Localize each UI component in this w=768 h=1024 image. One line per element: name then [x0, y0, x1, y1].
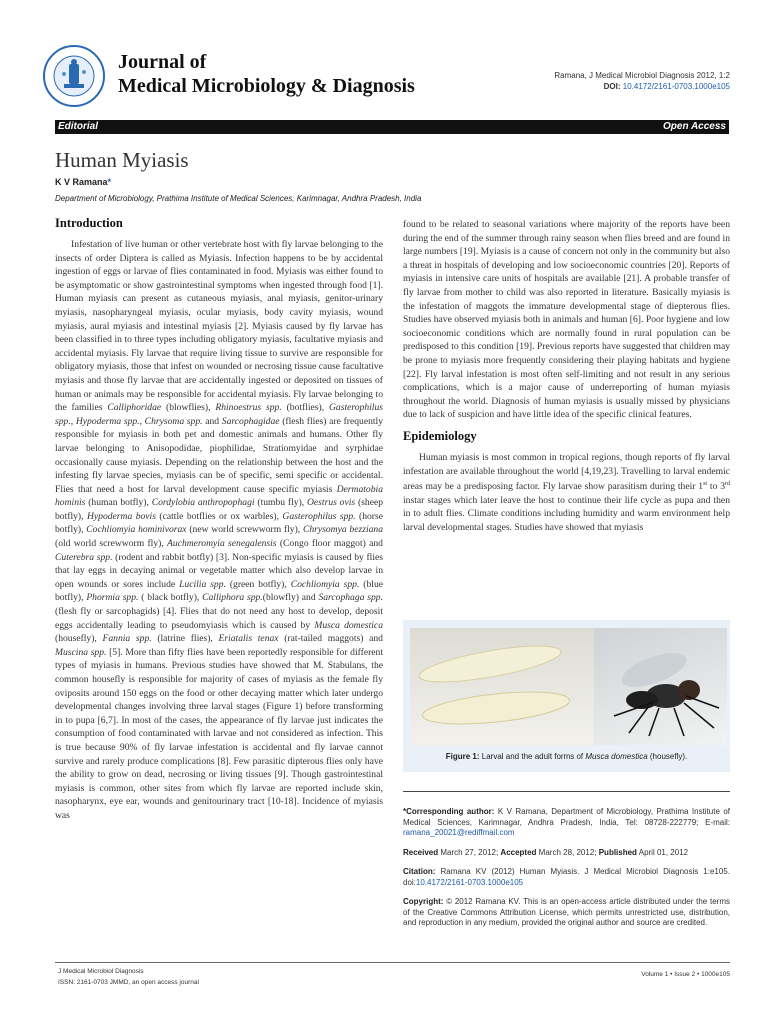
author-name: K V Ramana [55, 177, 108, 187]
caption-species: Musca domestica [585, 752, 648, 761]
citation-block [403, 867, 730, 888]
affiliation: Department of Microbiology, Prathima Institute of Medical Sciences, Karimnagar, Andhra Pradesh, India [55, 194, 422, 203]
footer-journal: J Medical Microbiol Diagnosis [58, 968, 144, 975]
right-column [403, 218, 730, 535]
citation-text: Ramana KV (2012) Human Myiasis. J Medical Microbiol Diagnosis 1:e105. doi: [403, 867, 730, 887]
article-type-label: Editorial [58, 121, 99, 132]
caption-text: Larval and the adult forms of [481, 752, 584, 761]
corresponding-label: *Corresponding author: [403, 807, 495, 816]
epidemiology-paragraph: Human myiasis is most common in tropical regions, though reports of fly larval infestation are available throughout the world [4,19,23]. Travelling to larval endemic areas may be a predisposing factor. Fly larvae show parasitism during their 1st to 3rd instar stages which later leave the host to continue their life cycle as pupa and then in to adult flies. Climate conditions including humidity and warm environment help larval developmental stages. Studies have showed that myiasis [403, 451, 730, 534]
intro-paragraph: Infestation of live human or other vertebrate host with fly larvae belonging to the insects of order Diptera is called as Myiasis. Infection happens to be by accidental ingestion of eggs or larvae of flies contaminated in food. Myiasis was either found to be asymptomatic or show gastrointestinal symptoms when ingested through food [1]. Human myiasis can present as cutaneous myiasis, anal myiasis, genitor-urinary myiasis, nasopharyngeal myiasis, ocular myiasis, body cavity myiasis, wound myiasis, aural myiasis and intestinal myiasis [2]. Myiasis caused by fly larvae has been classified in to three types including obligatory myiasis, facultative myiasis and accidental myiasis. Fly larvae that require living tissue to survive are responsible for obligatory myiasis, those that infest on wounded or necrosing tissue cause facultative myiasis and those fly larvae that are accidentally ingested or deposited on tissues of human or animals may be responsible for accidental myiasis. Fly larvae belonging to the families Calliphoridae (blowflies), Rhinoestrus spp. (botflies), Gasterophilus spp., Hypoderma spp., Chrysoma spp. and Sarcophagidae (flesh flies) are frequently responsible for myiasis in both pet and domestic animals and humans. Other fly larvae belonging to Anisopodidae, piophilidae, Stratiomyidae and syrphidae occasionally cause myiasis. Depending on the relationship between the host and the infesting fly larvae species, myiasis can be of specific, semi specific or accidental. Flies that need a host for larval development cause specific myiasis Dermatobia hominis (human botfly), Cordylobia anthropophagi (tumbu fly), Oestrus ovis (sheep botfly), Hypoderma bovis (cattle botflies or ox warbles), Gasterophilus spp. (horse botfly), Cochliomyia hominivorax (new world screwworm fly), Chrysomya bezziana (old world screwworm fly), Auchmeromyia senegalensis (Congo floor maggot) and Cuterebra spp. (rodent and rabbit botfly) [3]. Non-specific myiasis is caused by flies that lay eggs in decaying animal or vegetable matter which also develop larvae in open wounds or sores include Lucilia spp. (green botfly), Cochliomyia spp. (blue botfly), Phormia spp. ( black botfly), Calliphora spp.(blowfly) and Sarcophaga spp. (flesh fly or sarcophagids) [4]. Flies that do not need any host to develop, deposit eggs accidentally leading to pseudomyiasis which is caused by Musca domestica (housefly), Fannia spp. (latrine flies), Eriatalis tenax (rat-tailed maggots) and Muscina spp. [5]. More than fifty flies have been reportedly responsible for different types of myiasis in humans. Previous studies have showed that M. Stabulans, the common housefly is responsible for majority of cases of myiasis as the female fly oviposits around 150 eggs on the food or other decaying matter which later undergo developmental changes involving three larval stages (Figure 1) before transforming in to pupa [6,7]. In most of the cases, the appearance of fly larvae just indicates the consumption of food contaminated with larvae and not considered as infection. This is true because 90% of fly larvae infestation is accidental and fly larvae cannot survive and rarely produce complications [8]. Few parasitic dipterous flies only have the ability to grow on dead, necrosing or living tissues [9]. Though gastrointestinal myiasis is common, other sites from which fly larvae are reported include skin, nasopharynx, eye ear, wounds and genitourinary tract [10-18]. Incidence of myiasis was [55, 239, 384, 821]
corresponding-text: K V Ramana, Department of Microbiology, Prathima Institute of Medical Sciences, Karimnagar, Andhra Pradesh, India, Tel: 08728-222779; E-mail: [403, 807, 730, 827]
citation-line: Ramana, J Medical Microbiol Diagnosis 2012, 1:2 [554, 71, 730, 80]
doi-label: DOI: [603, 82, 621, 91]
journal-title [118, 50, 415, 98]
divider [403, 791, 730, 792]
section-bar [55, 120, 729, 134]
caption-suffix: (housefly). [649, 752, 688, 761]
copyright-label: Copyright: [403, 897, 444, 906]
header-citation [554, 70, 730, 92]
larvae-image [410, 628, 594, 745]
footer-volume: Volume 1 • Issue 2 • 1000e105 [641, 971, 730, 978]
author-line [55, 177, 111, 187]
left-column [55, 216, 384, 823]
journal-title-line1: Journal of [118, 51, 207, 73]
footer-left [58, 966, 199, 988]
housefly-image [594, 628, 727, 745]
published-label: Published [598, 848, 637, 857]
corresponding-mark[interactable]: * [107, 177, 112, 187]
accepted-date: March 28, 2012; [538, 848, 597, 857]
figure-caption [403, 752, 730, 761]
open-access-label: Open Access [663, 121, 726, 132]
journal-title-line2: Medical Microbiology & Diagnosis [118, 75, 415, 97]
heading-introduction: Introduction [55, 216, 123, 230]
citation-label: Citation: [403, 867, 436, 876]
corresponding-author [403, 807, 730, 839]
article-title: Human Myiasis [55, 148, 189, 172]
journal-logo [42, 44, 106, 108]
copyright-text: © 2012 Ramana KV. This is an open-access article distributed under the terms of the Creative Commons Attribution License, which permits unrestricted use, distribution, and reproduction in any medium, provided the original author and source are credited. [403, 897, 730, 927]
email-link[interactable]: ramana_20021@rediffmail.com [403, 828, 515, 837]
received-label: Received [403, 848, 439, 857]
published-date: April 01, 2012 [638, 848, 689, 857]
citation-doi-link[interactable]: 10.4172/2161-0703.1000e105 [415, 877, 524, 887]
article-dates [403, 848, 730, 859]
accepted-label: Accepted [500, 848, 537, 857]
figure-label: Figure 1: [445, 752, 480, 761]
received-date: March 27, 2012; [440, 848, 499, 857]
doi-link[interactable]: 10.4172/2161-0703.1000e105 [622, 82, 730, 91]
intro-paragraph-continued: found to be related to seasonal variations where majority of the reports have been during the end of the summer through rainy season when flies breed and are found in large numbers [19]. Myiasis is a cause of concern not only in the community but also a threat in hospitals of developing and low socioeconomic countries [20]. Reports of myiasis in intensive care units of hospitals are available [21]. A probable transfer of fly larvae from mother to child was also reported in literature. Basically myiasis is the infestation of maggots the immature developmental stage of diepterous flies. Studies have observed myiasis both in animals and human [6]. Poor hygiene and low socioeconomic conditions which are normally found in rural population can be predisposed to this condition [19]. Previous reports have suggested that children may be prone to myiasis more frequently considering their playing habitats and hygiene [22]. Fly larval infestation is most often self-limiting and not result in any serious complications, which is a major cause of underreporting of human myiasis throughout the world. Diagnosis of human myiasis is usually missed by physicians due to lack of suspicion and have little idea of the specific clinical features. [403, 219, 731, 421]
heading-epidemiology: Epidemiology [403, 428, 477, 443]
footer-issn: ISSN: 2161-0703 JMMD, an open access journal [58, 979, 199, 986]
footer-divider [55, 962, 730, 963]
copyright-block [403, 897, 730, 929]
figure-1 [403, 620, 730, 772]
